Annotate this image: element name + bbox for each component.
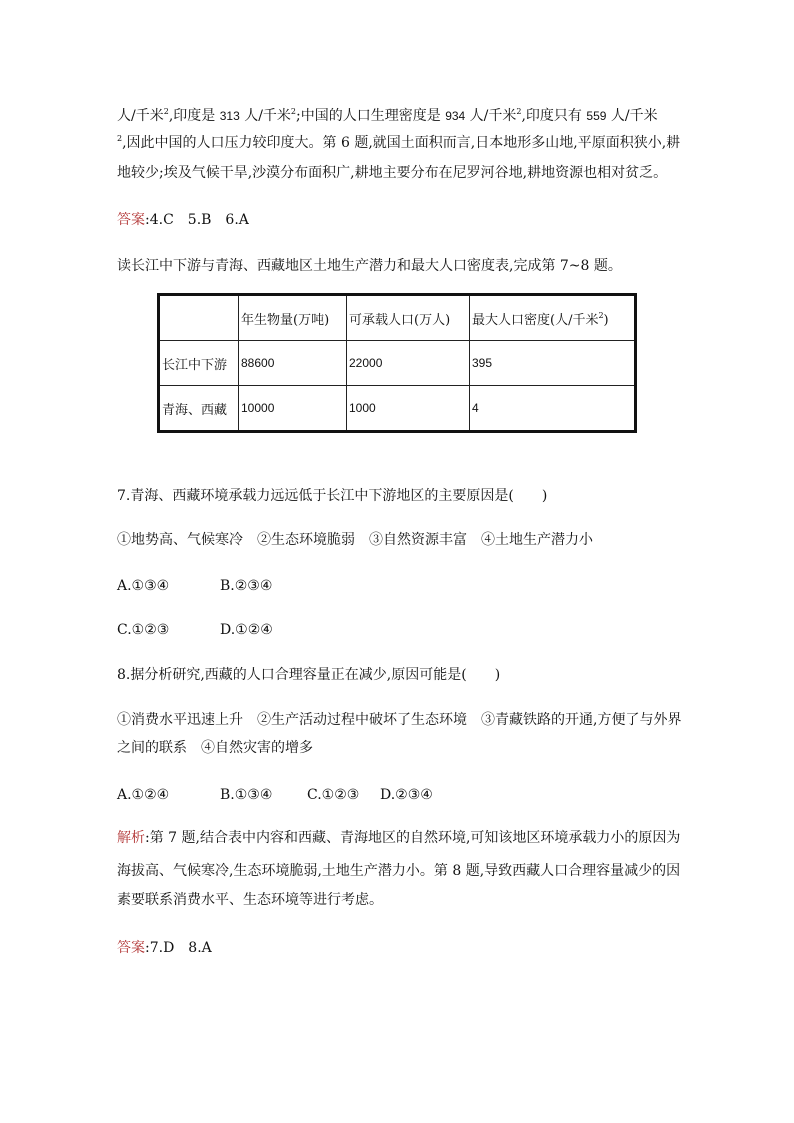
table-cell: 4 [470,386,636,432]
table-intro: 读长江中下游与青海、西藏地区土地生产潜力和最大人口密度表,完成第 7~8 题。 [117,258,622,274]
question-8-items-line-2: 之间的联系 ④自然灾害的增多 [117,740,313,756]
table-row [159,386,636,432]
analysis-label: 解析 [117,830,145,846]
question-8-option-c: C.①②③ [307,787,360,803]
data-table [157,293,637,433]
question-7-option-b: B.②③④ [220,578,273,594]
question-8-items-line-1: ①消费水平迅速上升 ②生产活动过程中破坏了生态环境 ③青藏铁路的开通,方便了与外界 [117,712,682,728]
question-8-option-d: D.②③④ [380,787,433,803]
paragraph-line-3: 地较少;埃及气候干旱,沙漠分布面积广,耕地主要分布在尼罗河谷地,耕地资源也相对贫乏。 [117,165,668,181]
table-header-cell [159,295,239,341]
question-7-option-d: D.①②④ [220,622,273,638]
table-cell: 88600 [239,341,347,386]
question-8-stem: 8.据分析研究,西藏的人口合理容量正在减少,原因可能是( ) [117,667,501,683]
table-header-cell: 最大人口密度(人/千米$^2$) [470,295,636,341]
question-8-option-a: A.①②④ [117,787,170,803]
question-8-option-b: B.①③④ [220,787,273,803]
analysis-line-1: 解析:第 7 题,结合表中内容和西藏、青海地区的自然环境,可知该地区环境承载力小的原因为 [117,830,681,846]
answer-line-2: 答案:7.D 8.A [117,940,212,956]
paragraph-line-1: 人/千米$^2$,印度是 313 人/千米$^2$;中国的人口生理密度是 934 人/千米$^2$,印度只有 559 人/千米 [117,107,658,124]
table-cell: 1000 [347,386,470,432]
question-7-stem: 7.青海、西藏环境承载力远远低于长江中下游地区的主要原因是( ) [117,488,548,504]
table-cell: 10000 [239,386,347,432]
paragraph-line-2: $^2$,因此中国的人口压力较印度大。第 6 题,就国土面积而言,日本地形多山地,平原面积狭小,耕 [117,134,681,151]
table-row [159,341,636,386]
question-7-option-a: A.①③④ [117,578,170,594]
table-cell: 395 [470,341,636,386]
analysis-line-3: 素要联系消费水平、生态环境等进行考虑。 [117,892,383,908]
table-header-cell: 可承载人口(万人) [347,295,470,341]
answer-label: 答案 [117,212,145,228]
analysis-line-2: 海拔高、气候寒冷,生态环境脆弱,土地生产潜力小。第 8 题,导致西藏人口合理容量减少的因 [117,863,681,879]
table-cell: 22000 [347,341,470,386]
question-7-items: ①地势高、气候寒冷 ②生态环境脆弱 ③自然资源丰富 ④土地生产潜力小 [117,532,593,548]
question-7-option-c: C.①②③ [117,622,170,638]
table-cell-region: 青海、西藏 [159,386,239,432]
table-header-cell: 年生物量(万吨) [239,295,347,341]
table-cell-region: 长江中下游 [159,341,239,386]
answer-line-1: 答案:4.C 5.B 6.A [117,212,249,228]
table-header-row [159,295,636,341]
answer-label: 答案 [117,940,145,956]
